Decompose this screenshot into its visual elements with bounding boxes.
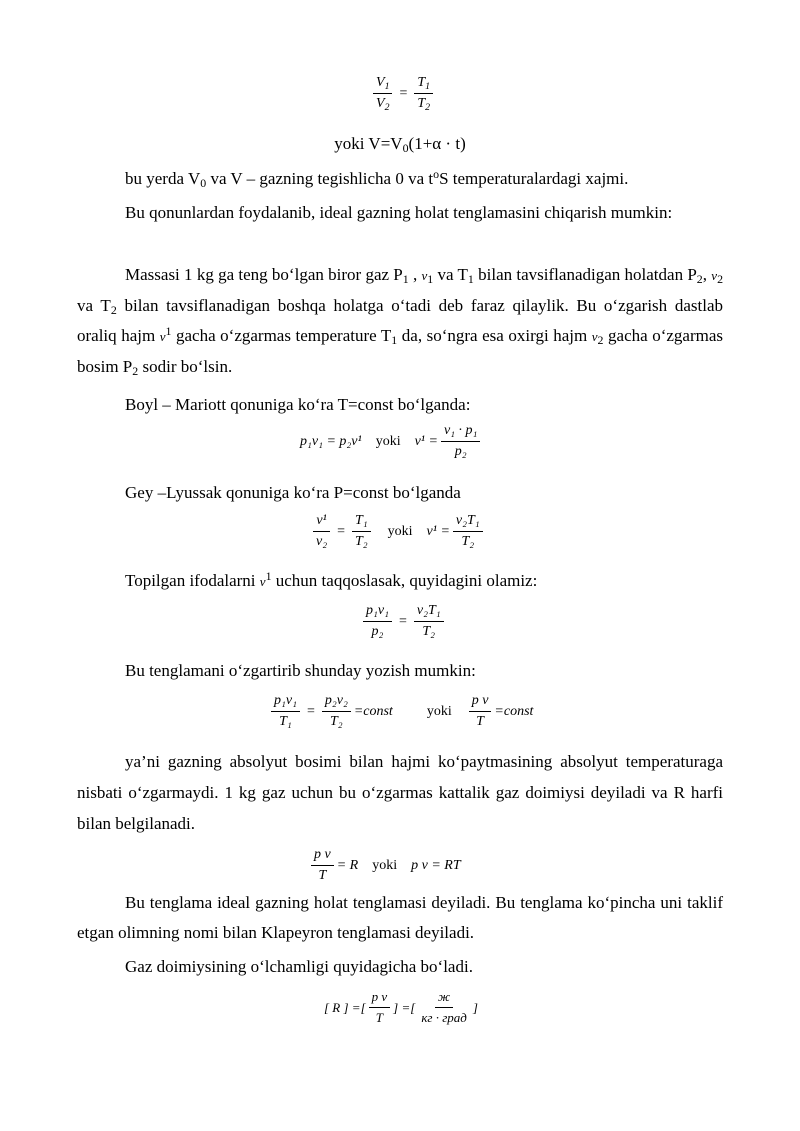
paragraph-5: Gey –Lyussak qonuniga ko‘ra P=const bo‘lganda (125, 483, 461, 502)
fraction-pv-t-r: $\frac{\text{p v}}{T}$ (311, 846, 334, 885)
equation-const: $\frac{\text{p₁v₁}}{\text{T₁}}$ = $\frac{\text{p₂v₂}}{\text{T₂}}$ =const yoki $\frac{\text{p v}}{T}$ =const (268, 692, 533, 731)
paragraph-9: Bu tenglama ideal gazning holat tenglamasi deyiladi. Bu tenglama ko‘pincha uni taklif etgan olimning nomi bilan Klapeyron tenglamasi deyiladi. (77, 893, 723, 942)
fraction-pv-t: $\frac{\text{p v}}{T}$ (469, 692, 492, 731)
equation-gey-lyussak: $\frac{\text{v¹}}{\text{v₂}}$ = $\frac{\text{T₁}}{\text{T₂}}$ yoki v¹ = $\frac{\text{v₂T₁}}{\text{T₂}}$ (310, 512, 486, 551)
paragraph-1: bu yerda $V_0$ va V – gazning tegishlicha 0 va $t^oS$ temperaturalardagi xajmi. (125, 167, 629, 190)
fraction-units-j-kg: $\frac{ж}{\text{кг · град}}$ (421, 989, 467, 1025)
fraction-boyl: $\frac{\text{v₁ · p₁}}{\text{p₂}}$ (441, 422, 480, 461)
fraction-t1-t2-gey: $\frac{\text{T₁}}{\text{T₂}}$ (352, 512, 371, 551)
equation-units: [ R ] =[ $\frac{\text{p v}}{T}$ ] =[ $\frac{ж}{\text{кг · град}}$ ] (324, 989, 478, 1025)
equation-gas-constant: $\frac{\text{p v}}{T}$ = R yoki p v = RT (308, 846, 461, 885)
formula-v-t-ratio: $\frac{V_1}{V_2}$ = $\frac{T_1}{T_2}$ (370, 74, 436, 113)
equation-boyl-mariott: p₁v₁ = p₂v¹ yoki v¹ = $\frac{\text{v₁ · p₁}}{\text{p₂}}$ (300, 422, 483, 461)
paragraph-2: Bu qonunlardan foydalanib, ideal gazning holat tenglamasini chiqarish mumkin: (125, 203, 673, 222)
paragraph-7: Bu tenglamani o‘zgartirib shunday yozish mumkin: (125, 661, 476, 680)
fraction-v-v2: $\frac{\text{v¹}}{\text{v₂}}$ (313, 512, 330, 551)
paragraph-3: Massasi 1 kg ga teng bo‘lgan biror gaz $P_1$ , $v_1$ va $T_1$ bilan tavsiflanadigan holatdan $P_2$, $v_2$ va $T_2$ bilan tavsiflanadigan boshqa holatga o‘tadi deb faraz qilaylik. Bu o‘zgarish dastlab oraliq hajm $v^1$ gacha o‘zgarmas temperature $T_1$ da, so‘ngra esa oxirgi hajm $v_2$ gacha o‘zgarmas bosim $P_2$ sodir bo‘lsin. (77, 265, 724, 378)
fraction-p2v2-t2: $\frac{\text{p₂v₂}}{\text{T₂}}$ (322, 692, 351, 731)
paragraph-6: Topilgan ifodalarni $v^1$ uchun taqqoslasak, quyidagini olamiz: (125, 569, 538, 590)
fraction-p1v1-t1: $\frac{\text{p₁v₁}}{\text{T₁}}$ (271, 692, 300, 731)
paragraph-8: ya’ni gazning absolyut bosimi bilan hajmi ko‘paytmasining absolyut temperaturaga nisbati o‘zgarmaydi. 1 kg gaz uchun bu o‘zgarmas kattalik gaz doimiysi deyiladi va R harfi bilan belgilanadi. (77, 752, 723, 833)
fraction-p1v1-p2: $\frac{\text{p₁v₁}}{\text{p₂}}$ (363, 602, 392, 641)
fraction-t1-t2: $\frac{T_1}{T_2}$ (414, 74, 433, 113)
equation-compare: $\frac{\text{p₁v₁}}{\text{p₂}}$ = $\frac{\text{v₂T₁}}{\text{T₂}}$ (360, 602, 447, 641)
paragraph-10: Gaz doimiysining o‘lchamligi quyidagicha bo‘ladi. (125, 957, 473, 976)
formula-yoki-line: yoki $V=V_0(1+\alpha \cdot t)$ (334, 134, 466, 155)
fraction-v2t1-t2-compare: $\frac{\text{v₂T₁}}{\text{T₂}}$ (414, 602, 444, 641)
paragraph-4: Boyl – Mariott qonuniga ko‘ra T=const bo‘lganda: (125, 395, 471, 414)
fraction-v1-v2: $\frac{V_1}{V_2}$ (373, 74, 392, 113)
fraction-v2t1-t2: $\frac{\text{v₂T₁}}{\text{T₂}}$ (453, 512, 483, 551)
fraction-units-pv-t: $\frac{\text{p v}}{T}$ (369, 988, 391, 1027)
